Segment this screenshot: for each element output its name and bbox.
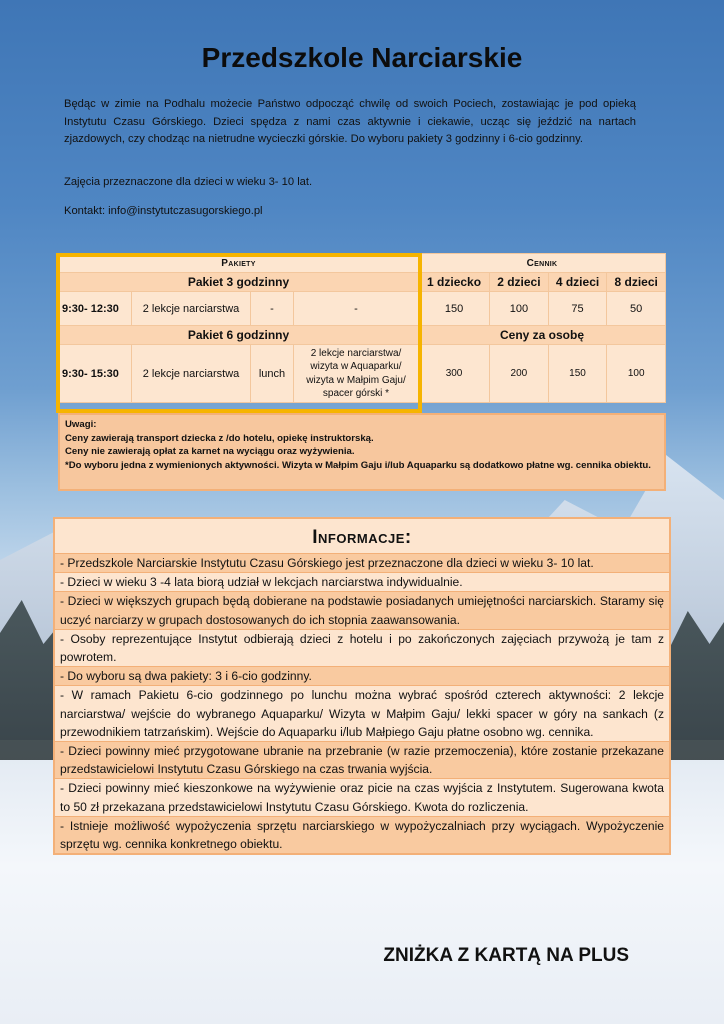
pakiety-header: Pakiety	[59, 254, 419, 273]
price-cell: 150	[419, 292, 490, 326]
table-row	[59, 345, 666, 403]
pkg3-extra: -	[294, 292, 419, 326]
table-row	[59, 292, 666, 326]
info-item: - Do wyboru są dwa pakiety: 3 i 6-cio godzinny.	[55, 666, 669, 685]
price-cell: 75	[548, 292, 607, 326]
pkg6-time: 9:30- 15:30	[59, 345, 132, 403]
info-item: - Dzieci powinny mieć kieszonkowe na wyżywienie oraz picie na czas wyjścia z Instytutem. Sugerowana kwota to 50 zł przekazana przedstawicielowi Instytutu Czasu Górskiego. Kwota do rozliczenia.	[55, 778, 669, 815]
info-item: - Dzieci w większych grupach będą dobierane na podstawie posiadanych umiejętności narciarskich. Staramy się uczyć narciarzy w grupach dostosowanych do ich stopnia zaawansowania.	[55, 591, 669, 628]
age-paragraph: Zajęcia przeznaczone dla dzieci w wieku 3- 10 lat.	[64, 176, 313, 188]
col-header: 8 dzieci	[607, 273, 666, 292]
notes-line: *Do wyboru jedna z wymienionych aktywności. Wizyta w Małpim Gaju i/lub Aquaparku są dodatkowo płatne wg. cennika obiektu.	[65, 459, 651, 471]
col-header: 1 dziecko	[419, 273, 490, 292]
price-cell: 300	[419, 345, 490, 403]
pkg3-activity: 2 lekcje narciarstwa	[132, 292, 251, 326]
contact-paragraph: Kontakt: info@instytutczasugorskiego.pl	[64, 205, 263, 217]
info-item: - Dzieci w wieku 3 -4 lata biorą udział w lekcjach narciarstwa indywidualnie.	[55, 572, 669, 591]
col-header: 4 dzieci	[548, 273, 607, 292]
price-cell: 100	[490, 292, 549, 326]
info-box	[53, 517, 671, 855]
info-item: - Osoby reprezentujące Instytut odbierają dzieci z hotelu i po zakończonych zajęciach przywożą je tam z powrotem.	[55, 629, 669, 666]
info-item: - W ramach Pakietu 6-cio godzinnego po lunchu można wybrać spośród czterech aktywności: 2 lekcje narciarstwa/ wejście do wybranego Aquaparku/ Wizyta w Małpim Gaju/ lekki spacer w góry na sankach (z przewodnikiem tatrzańskim). Wejście do Aquaparku i/lub Małpiego Gaju płatne osobno wg. cennika.	[55, 685, 669, 741]
intro-paragraph: Będąc w zimie na Podhalu możecie Państwo odpocząć chwilę od swoich Pociech, zostawiając je pod opieką Instytutu Czasu Górskiego. Dzieci spędza z nami czas aktywnie i ciekawie, ucząc się jeździć na nartach zjazdowych, czy chodząc na nietrudne wycieczki górskie. Do wyboru pakiety 3 godzinny i 6-cio godzinny.	[64, 98, 636, 145]
cennik-header: Cennik	[419, 254, 666, 273]
table-row	[59, 273, 666, 292]
col-header: 2 dzieci	[490, 273, 549, 292]
price-cell: 100	[607, 345, 666, 403]
notes-line: Ceny zawierają transport dziecka z /do hotelu, opiekę instruktorską.	[65, 432, 374, 444]
notes-box	[58, 413, 666, 491]
price-cell: 50	[607, 292, 666, 326]
info-item: - Istnieje możliwość wypożyczenia sprzętu narciarskiego w wypożyczalniach przy wyciągach. Wypożyczenie sprzętu wg. cennika konkretnego obiektu.	[55, 816, 669, 853]
info-item: - Dzieci powinny mieć przygotowane ubranie na przebranie (w razie przemoczenia), które zostanie przekazane przedstawicielowi Instytutu Czasu Górskiego na czas trwania wyjścia.	[55, 741, 669, 778]
pkg6-lunch: lunch	[251, 345, 294, 403]
pkg6-extra: 2 lekcje narciarstwa/ wizyta w Aquaparku/ wizyta w Małpim Gaju/ spacer górski *	[294, 345, 419, 403]
notes-line: Ceny nie zawierają opłat za karnet na wyciągu oraz wyżywienia.	[65, 446, 355, 457]
page-title: Przedszkole Narciarskie	[201, 42, 523, 73]
info-title: Informacje:	[312, 527, 412, 548]
pkg3-title: Pakiet 3 godzinny	[59, 273, 419, 292]
price-cell: 200	[490, 345, 549, 403]
table-row	[59, 326, 666, 345]
pkg3-lunch: -	[251, 292, 294, 326]
table-row	[59, 254, 666, 273]
info-item: - Przedszkole Narciarskie Instytutu Czasu Górskiego jest przeznaczone dla dzieci w wieku 3- 10 lat.	[55, 553, 669, 572]
per-person-header: Ceny za osobę	[419, 326, 666, 345]
pkg6-activity: 2 lekcje narciarstwa	[132, 345, 251, 403]
price-cell: 150	[548, 345, 607, 403]
discount-banner: ZNIŻKA Z KARTĄ NA PLUS	[383, 945, 629, 966]
pkg6-title: Pakiet 6 godzinny	[59, 326, 419, 345]
pricing-table	[58, 253, 666, 403]
pkg3-time: 9:30- 12:30	[59, 292, 132, 326]
notes-title: Uwagi:	[65, 419, 97, 430]
